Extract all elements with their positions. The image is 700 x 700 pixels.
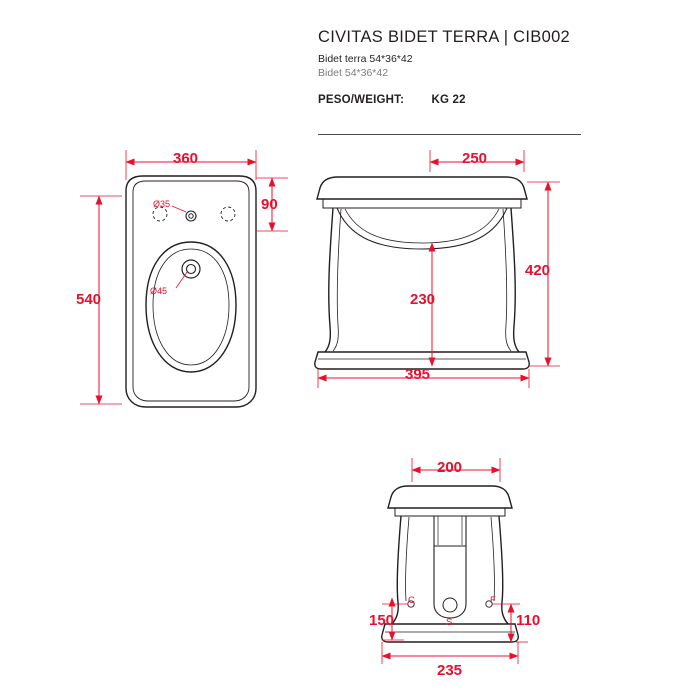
dim-side-top-width-250: 250	[462, 150, 488, 167]
dim-front-fix-right-110: 110	[516, 612, 541, 629]
dim-front-top-width-200: 200	[437, 459, 463, 476]
subtitle-italian: Bidet terra 54*36*42	[318, 53, 413, 65]
top-view-fixing-holes	[153, 207, 235, 221]
label-c: C	[408, 595, 415, 606]
side-view-geometry	[315, 177, 530, 369]
dim-hole-35: Ø35	[153, 199, 171, 209]
dim-top-height-540: 540	[76, 291, 102, 308]
top-view-geometry	[126, 176, 256, 407]
dim-top-tap-offset-90: 90	[261, 196, 278, 213]
dim-side-bowl-230: 230	[410, 291, 436, 308]
subtitle-english: Bidet 54*36*42	[318, 66, 389, 79]
page-title: CIVITAS BIDET TERRA | CIB002	[318, 28, 571, 46]
dim-side-height-420: 420	[525, 262, 551, 279]
front-view-dimensions	[382, 458, 528, 664]
weight-label: PESO/WEIGHT:	[318, 94, 405, 107]
label-s: S	[446, 617, 453, 628]
top-view-dimensions	[80, 150, 288, 404]
dim-front-base-235: 235	[437, 662, 463, 679]
dim-hole-45: Ø45	[150, 286, 168, 296]
weight-value: KG 22	[431, 94, 466, 107]
label-f: F	[490, 595, 496, 606]
dim-top-width-360: 360	[173, 150, 199, 167]
dim-side-base-395: 395	[405, 366, 431, 383]
dim-front-fix-left-150: 150	[369, 612, 395, 629]
